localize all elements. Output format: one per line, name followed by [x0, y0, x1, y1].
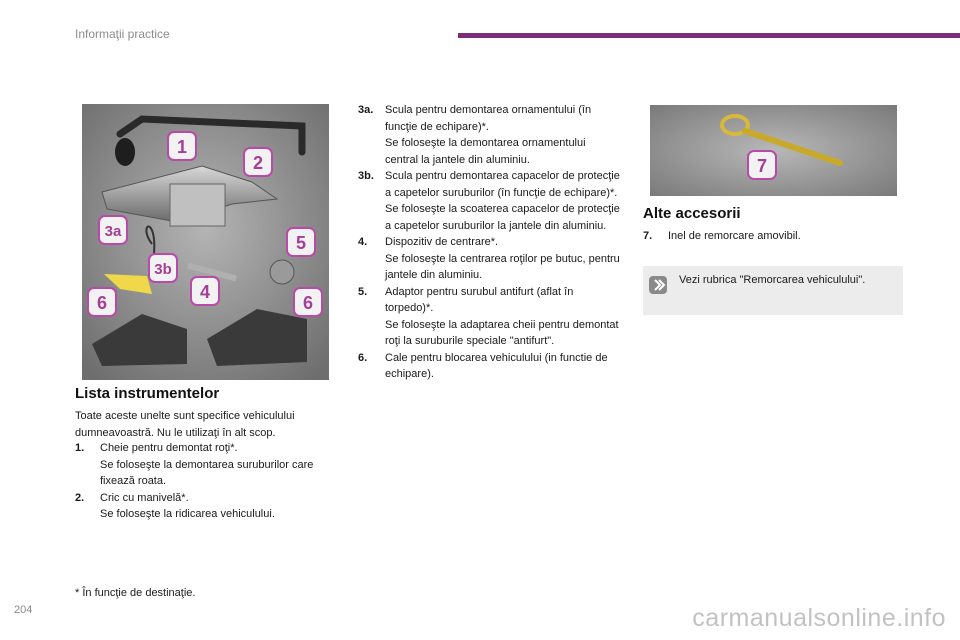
note-box — [643, 266, 903, 315]
item-detail: Se foloseşte la adaptarea cheii pentru demontat roţi la suruburile speciale "antifurt". — [385, 318, 619, 347]
item-number: 3a. — [358, 104, 374, 116]
callout-3b-label: 3b — [154, 261, 172, 278]
item-detail: Se foloseşte la centrarea roţilor pe butuc, pentru jantele din aluminiu. — [385, 252, 620, 281]
item-text: Scula pentru demontarea capacelor de protecţie a capetelor suruburilor (în funcţie de echipare)*. — [385, 170, 620, 199]
header-accent-bar — [458, 33, 960, 38]
item-detail: Se foloseşte la ridicarea vehiculului. — [100, 508, 275, 520]
item-text: Scula pentru demontarea ornamentului (în funcţie de echipare)*. — [385, 104, 592, 133]
towing-eye-photo — [650, 105, 897, 196]
item-number: 3b. — [358, 170, 374, 182]
accessories-heading: Alte accesorii — [643, 205, 741, 222]
callout-3b-icon — [149, 254, 177, 282]
list-item — [358, 350, 620, 383]
item-number: 4. — [358, 236, 368, 248]
item-text: Dispozitiv de centrare*. — [385, 236, 499, 248]
callout-7-icon — [748, 151, 776, 179]
list-item — [75, 490, 340, 523]
tool-kit-photo — [82, 104, 329, 380]
list-item — [358, 234, 620, 284]
callout-6-right-label: 6 — [302, 293, 314, 313]
callout-5-icon — [287, 228, 315, 256]
note-text: Vezi rubrica "Remorcarea vehiculului". — [679, 274, 866, 286]
list-item — [75, 440, 340, 490]
callout-5-label: 5 — [295, 233, 307, 253]
section-title: Informaţii practice — [75, 27, 170, 41]
callout-1-icon — [168, 132, 196, 160]
callout-7-label: 7 — [756, 156, 768, 176]
watermark: carmanualsonline.info — [692, 604, 946, 632]
item-number: 7. — [643, 230, 653, 242]
list-item — [358, 102, 620, 168]
list-item — [643, 228, 903, 245]
item-text: Adaptor pentru surubul antifurt (aflat în torpedo)*. — [385, 285, 574, 314]
callout-3a-icon — [99, 216, 127, 244]
accessories-list — [643, 228, 903, 245]
item-detail: Se foloseşte la scoaterea capacelor de protecţie a capetelor suruburilor la jantele din aluminiu. — [385, 203, 620, 232]
item-number: 1. — [75, 442, 85, 454]
tools-intro: Toate aceste unelte sunt specifice vehiculului dumneavoastră. Nu le utilizaţi în alt scop. — [75, 410, 295, 439]
item-number: 2. — [75, 491, 85, 504]
item-text: Cheie pentru demontat roţi*. — [100, 442, 238, 454]
callout-1-label: 1 — [176, 137, 188, 157]
item-text: Inel de remorcare amovibil. — [668, 230, 801, 242]
tools-list — [75, 440, 340, 523]
callout-3a-label: 3a — [104, 223, 122, 240]
callout-2-icon — [244, 148, 272, 176]
callout-4-icon — [191, 277, 219, 305]
item-text: Cric cu manivelă*. — [100, 491, 189, 504]
callout-6-left-icon — [88, 288, 116, 316]
item-detail: Se foloseşte la demontarea ornamentului central la jantele din aluminiu. — [385, 137, 586, 166]
footnote: * În funcţie de destinaţie. — [75, 587, 196, 599]
chevron-right-icon — [649, 276, 667, 294]
item-number: 5. — [358, 285, 368, 298]
item-detail: Se foloseşte la demontarea suruburilor care fixează roata. — [100, 458, 314, 487]
callout-2-label: 2 — [252, 153, 264, 173]
tools-list-continued — [358, 102, 620, 383]
tools-heading: Lista instrumentelor — [75, 385, 220, 402]
item-text: Cale pentru blocarea vehiculului (in functie de echipare). — [385, 351, 608, 380]
callout-6-right-icon — [294, 288, 322, 316]
list-item — [358, 284, 620, 350]
callout-4-label: 4 — [199, 282, 211, 302]
page-number: 204 — [14, 604, 33, 616]
callout-6-left-label: 6 — [96, 293, 108, 313]
item-number: 6. — [358, 351, 368, 364]
list-item — [358, 168, 620, 234]
